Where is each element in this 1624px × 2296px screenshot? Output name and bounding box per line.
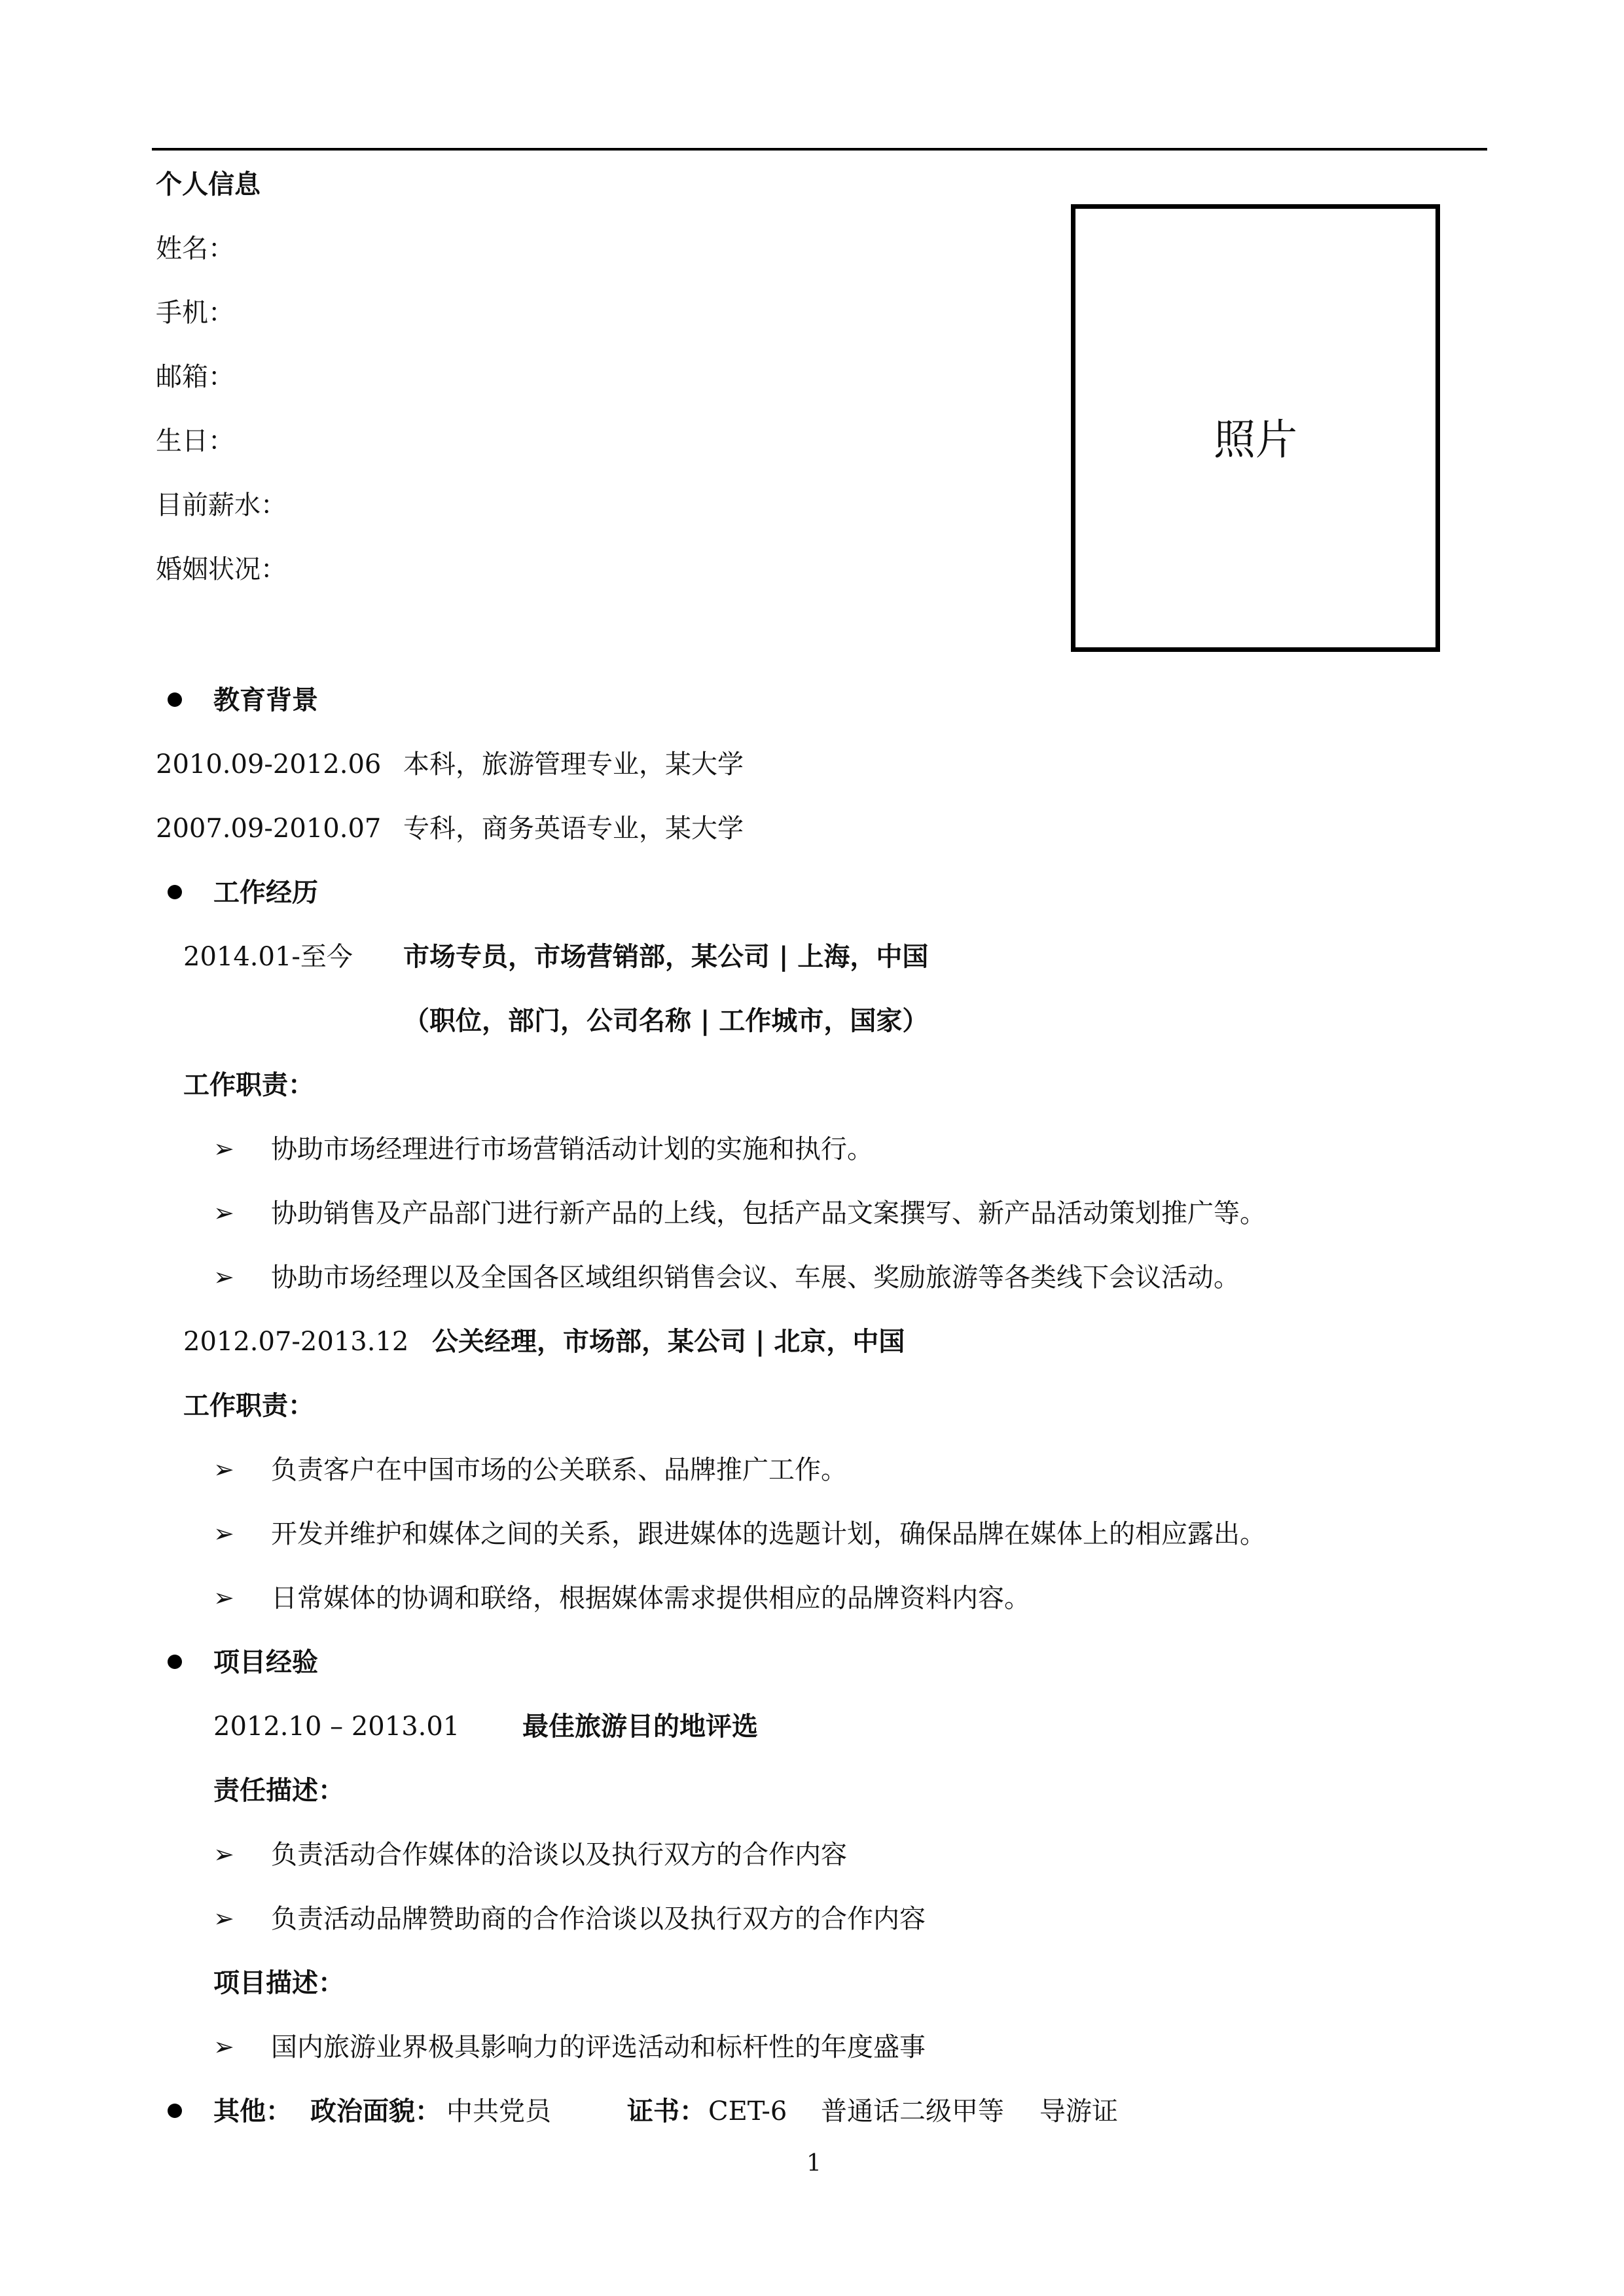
bullet-dot-icon <box>168 692 182 707</box>
job-title-format-note: （职位，部门，公司名称 | 工作城市，国家） <box>403 1005 929 1036</box>
certificate-item: CET-6 <box>708 2096 787 2126</box>
education-heading: 教育背景 <box>213 685 318 715</box>
education-date: 2007.09-2010.07 <box>156 814 382 844</box>
education-date: 2010.09-2012.06 <box>156 749 382 780</box>
project-name: 最佳旅游目的地评选 <box>522 1711 758 1742</box>
arrow-bullet-icon: ➢ <box>213 1519 234 1548</box>
education-desc: 专科，商务英语专业，某大学 <box>403 814 744 844</box>
education-desc: 本科，旅游管理专业，某大学 <box>403 749 744 780</box>
bullet-dot-icon <box>168 2104 182 2118</box>
duty-item: 协助市场经理进行市场营销活动计划的实施和执行。 <box>271 1134 873 1164</box>
job-title: 公关经理，市场部，某公司 | 北京，中国 <box>432 1326 905 1357</box>
duty-item: 协助销售及产品部门进行新产品的上线，包括产品文案撰写、新产品活动策划推广等。 <box>271 1198 1266 1229</box>
personal-info-heading: 个人信息 <box>156 169 261 200</box>
arrow-bullet-icon: ➢ <box>213 1583 234 1612</box>
arrow-bullet-icon: ➢ <box>213 1134 234 1163</box>
bullet-dot-icon <box>168 1655 182 1669</box>
arrow-bullet-icon: ➢ <box>213 2032 234 2061</box>
page-number: 1 <box>806 2150 821 2177</box>
political-status-value: 中共党员 <box>446 2096 551 2126</box>
photo-label: 照片 <box>1214 416 1297 465</box>
duty-item: 日常媒体的协调和联络，根据媒体需求提供相应的品牌资料内容。 <box>271 1583 1030 1613</box>
project-date: 2012.10 – 2013.01 <box>213 1712 460 1742</box>
bullet-dot-icon <box>168 885 182 899</box>
phone-label: 手机： <box>156 298 234 328</box>
arrow-bullet-icon: ➢ <box>213 1455 234 1484</box>
project-desc-label: 项目描述： <box>213 1967 344 1998</box>
duty-label: 工作职责： <box>183 1390 314 1421</box>
duty-item: 开发并维护和媒体之间的关系，跟进媒体的选题计划，确保品牌在媒体上的相应露出。 <box>271 1519 1266 1549</box>
certificate-item: 导游证 <box>1039 2096 1118 2126</box>
political-status-label: 政治面貌： <box>310 2096 441 2126</box>
other-heading: 其他： <box>213 2096 292 2126</box>
name-label: 姓名： <box>156 234 234 264</box>
marital-status-label: 婚姻状况： <box>156 554 287 584</box>
responsibility-item: 负责活动品牌赞助商的合作洽谈以及执行双方的合作内容 <box>271 1904 926 1934</box>
birthday-label: 生日： <box>156 426 234 456</box>
project-desc-item: 国内旅游业界极具影响力的评选活动和标杆性的年度盛事 <box>271 2032 926 2062</box>
responsibility-item: 负责活动合作媒体的洽谈以及执行双方的合作内容 <box>271 1840 847 1870</box>
job-date: 2012.07-2013.12 <box>183 1327 409 1357</box>
duty-item: 协助市场经理以及全国各区域组织销售会议、车展、奖励旅游等各类线下会议活动。 <box>271 1263 1240 1293</box>
certificates-label: 证书： <box>627 2096 706 2126</box>
arrow-bullet-icon: ➢ <box>213 1904 234 1933</box>
arrow-bullet-icon: ➢ <box>213 1840 234 1869</box>
certificate-item: 普通话二级甲等 <box>821 2096 1004 2126</box>
arrow-bullet-icon: ➢ <box>213 1198 234 1227</box>
duty-item: 负责客户在中国市场的公关联系、品牌推广工作。 <box>271 1455 847 1485</box>
job-date: 2014.01-至今 <box>183 942 353 972</box>
photo-placeholder <box>1071 204 1440 652</box>
responsibility-label: 责任描述： <box>213 1775 344 1806</box>
arrow-bullet-icon: ➢ <box>213 1263 234 1291</box>
work-heading: 工作经历 <box>213 877 318 908</box>
project-heading: 项目经验 <box>213 1647 318 1677</box>
duty-label: 工作职责： <box>183 1069 314 1100</box>
salary-label: 目前薪水： <box>156 490 287 520</box>
header-rule <box>152 148 1487 151</box>
email-label: 邮箱： <box>156 362 234 392</box>
job-title: 市场专员，市场营销部，某公司 | 上海，中国 <box>403 941 929 972</box>
